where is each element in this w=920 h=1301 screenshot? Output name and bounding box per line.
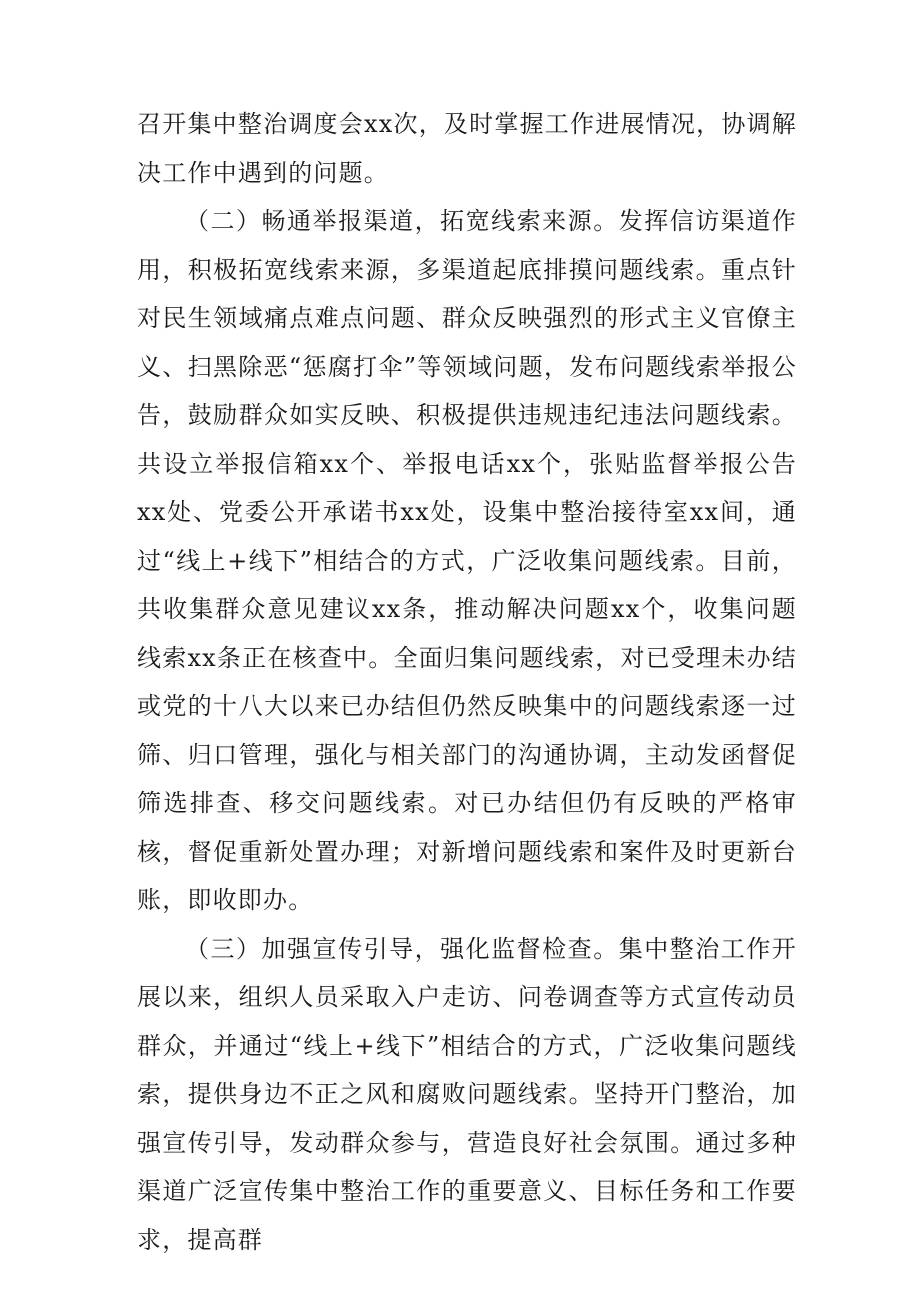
- paragraph-section-three: （三）加强宣传引导，强化监督检查。集中整治工作开展以来，组织人员采取入户走访、问卷调查等方式宣传动员群众，并通过“线上+线下”相结合的方式，广泛收集问题线索，提供身边不正之风和腐败问题线索。坚持开门整治，加强宣传引导，发动群众参与，营造良好社会氛围。通过多种渠道广泛宣传集中整治工作的重要意义、目标任务和工作要求，提高群: [137, 934, 797, 1254]
- paragraph-continuation: 召开集中整治调度会xx次，及时掌握工作进展情况，协调解决工作中遇到的问题。: [137, 110, 797, 187]
- document-page: [137, 100, 797, 1264]
- paragraph-section-two: （二）畅通举报渠道，拓宽线索来源。发挥信访渠道作用，积极拓宽线索来源，多渠道起底排摸问题线索。重点针对民生领域痛点难点问题、群众反映强烈的形式主义官僚主义、扫黑除恶“惩腐打伞”等领域问题，发布问题线索举报公告，鼓励群众如实反映、积极提供违规违纪违法问题线索。共设立举报信箱xx个、举报电话xx个，张贴监督举报公告xx处、党委公开承诺书xx处，设集中整治接待室xx间，通过“线上+线下”相结合的方式，广泛收集问题线索。目前，共收集群众意见建议xx条，推动解决问题xx个，收集问题线索xx条正在核查中。全面归集问题线索，对已受理未办结或党的十八大以来已办结但仍然反映集中的问题线索逐一过筛、归口管理，强化与相关部门的沟通协调，主动发函督促筛选排查、移交问题线索。对已办结但仍有反映的严格审核，督促重新处置办理；对新增问题线索和案件及时更新台账，即收即办。: [137, 207, 797, 914]
